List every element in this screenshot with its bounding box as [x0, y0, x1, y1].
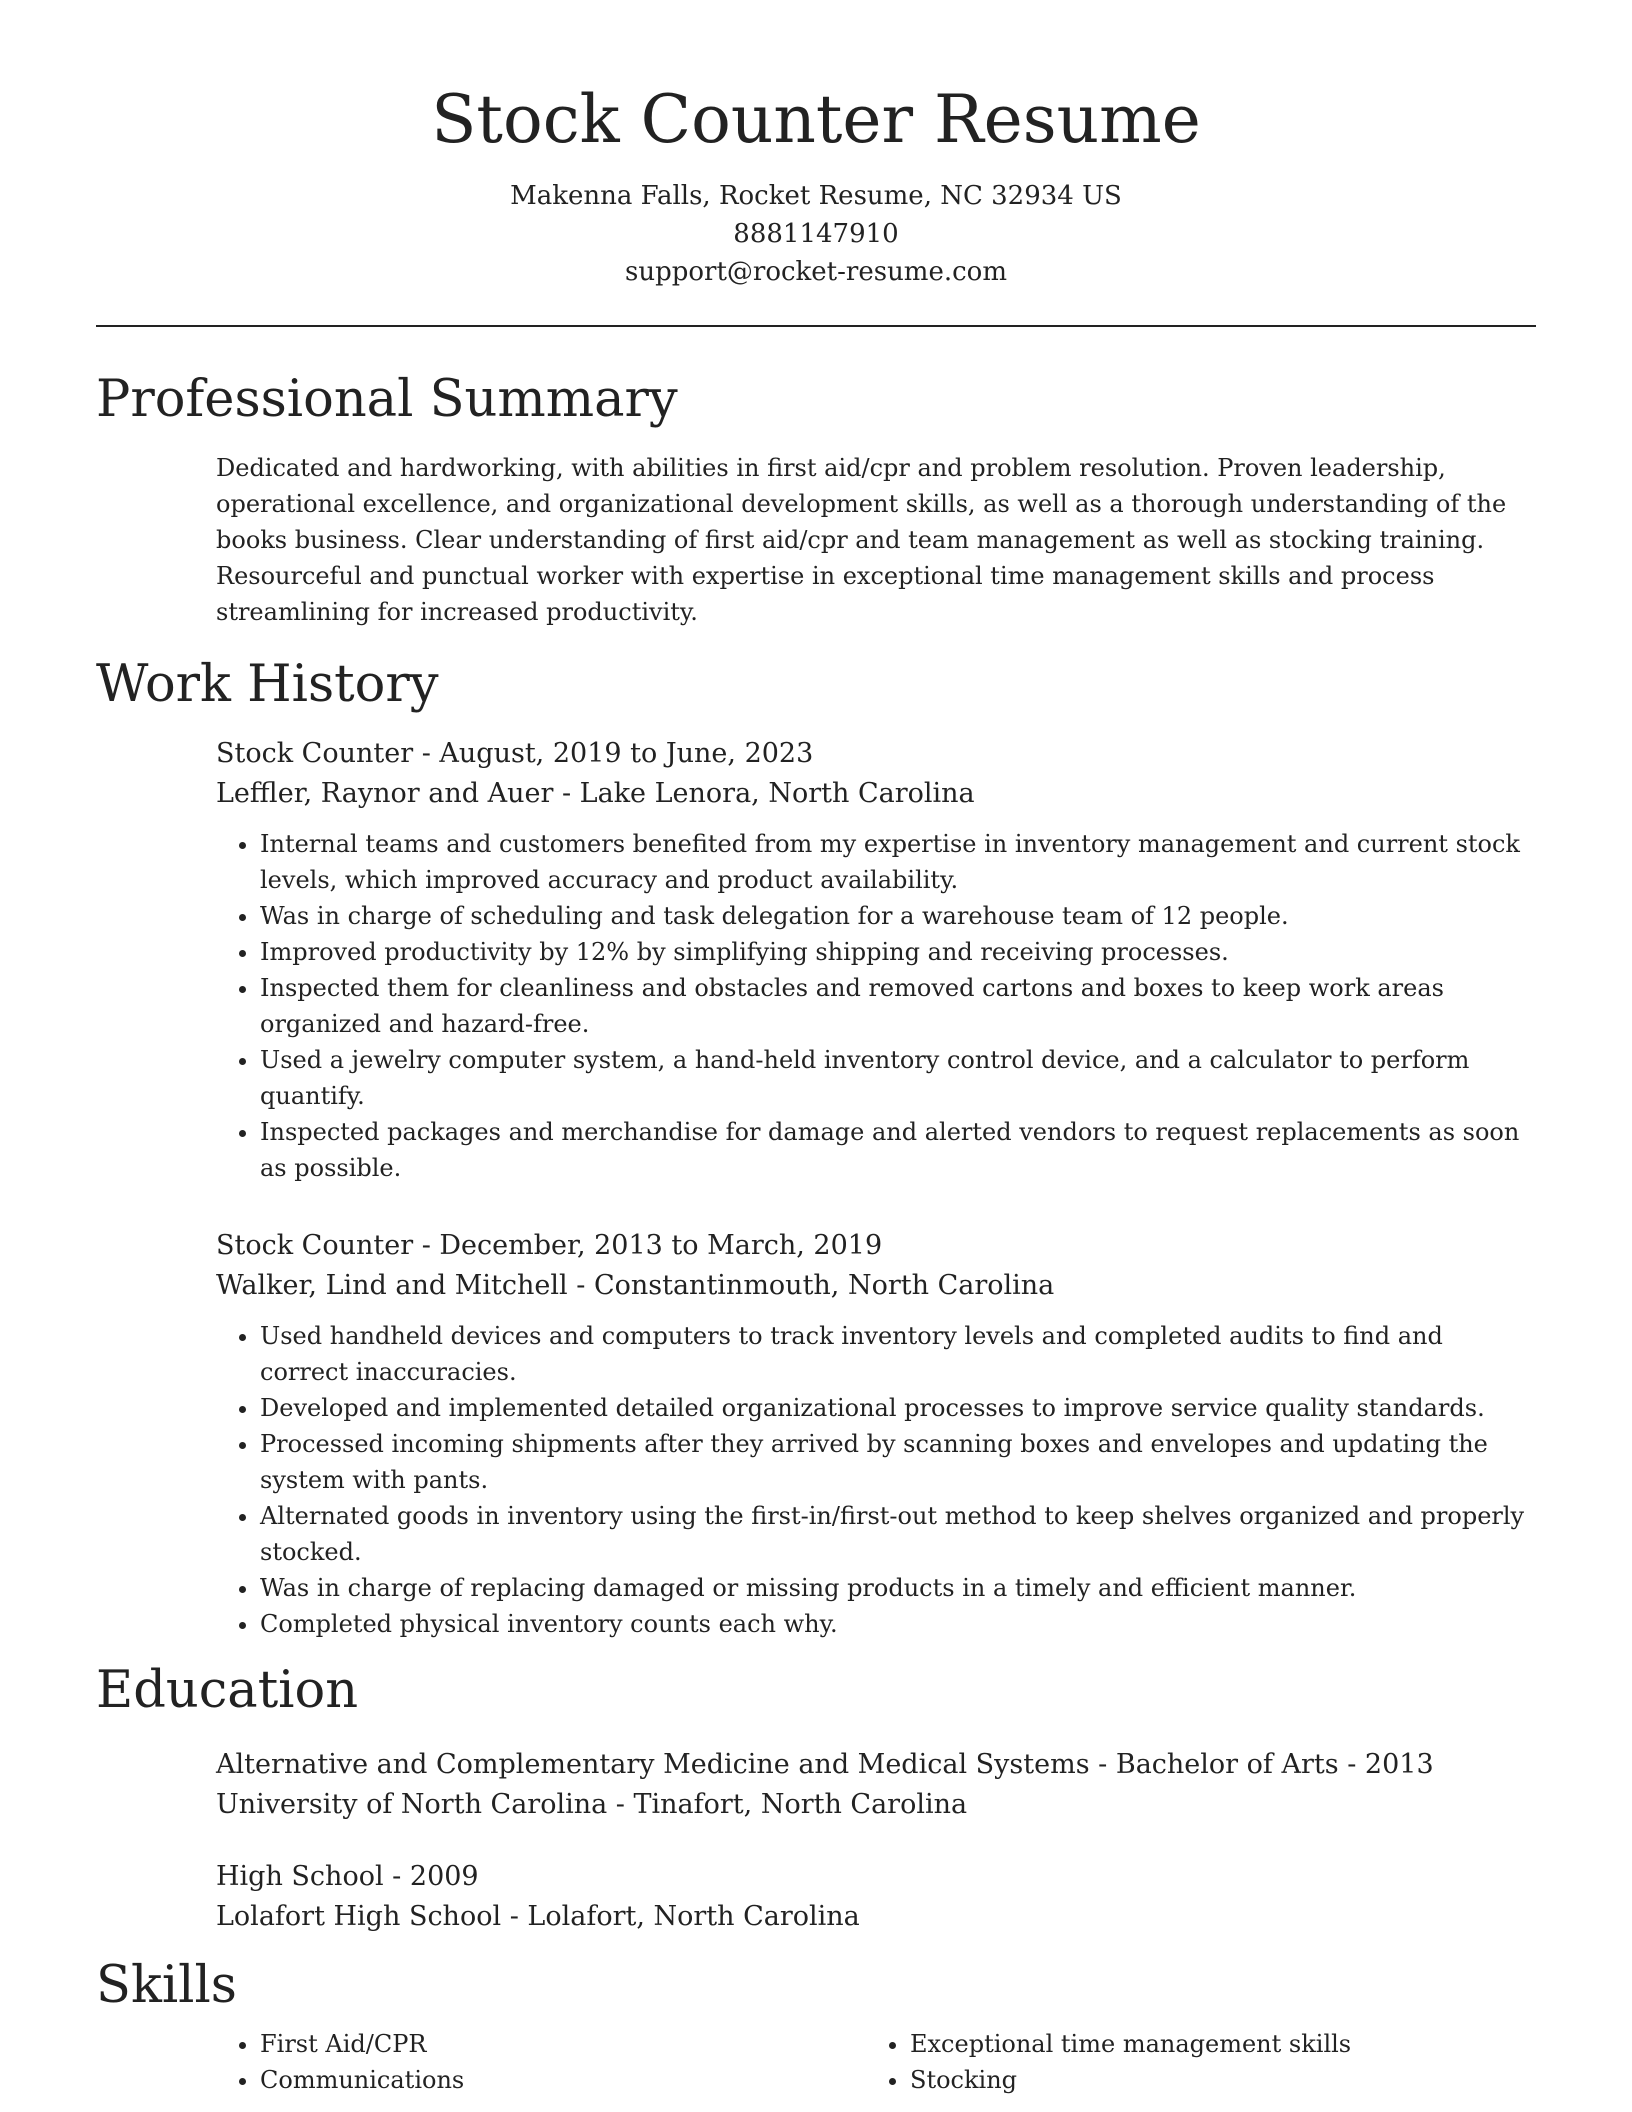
contact-address: Makenna Falls, Rocket Resume, NC 32934 US: [510, 181, 1122, 212]
list-item: • Alternated goods in inventory using the first-in/first-out method to keep shelves organized and properly stocked.: [260, 1498, 1536, 1570]
education-school: Lolafort High School: [216, 1900, 502, 1932]
separator: -: [413, 1229, 440, 1261]
education-year: 2009: [409, 1860, 479, 1892]
summary-heading: Professional Summary: [96, 370, 678, 430]
summary-section: [96, 369, 1536, 630]
education-school-line: [216, 1897, 1536, 1937]
job-company-line: [216, 1266, 1536, 1306]
separator: -: [553, 777, 580, 809]
education-heading: Education: [96, 1660, 359, 1720]
separator: -: [607, 1788, 634, 1820]
list-item: • Processed incoming shipments after they arrived by scanning boxes and envelopes and updating the system with pants.: [260, 1426, 1536, 1498]
list-item: • Inspected them for cleanliness and obstacles and removed cartons and boxes to keep work areas organized and hazard-free.: [260, 970, 1536, 1042]
job-company: Leffler, Raynor and Auer: [216, 777, 554, 809]
separator: -: [1089, 1748, 1116, 1780]
skills-section: [96, 1955, 1536, 2098]
job-title: Stock Counter: [216, 1229, 414, 1261]
list-item: • Was in charge of replacing damaged or missing products in a timely and efficient manner.: [260, 1570, 1536, 1606]
education-location: Tinafort, North Carolina: [633, 1788, 968, 1820]
skill-item: • Exceptional time management skills: [910, 2026, 1516, 2062]
job-title-line: [216, 734, 1536, 774]
header-divider: [96, 325, 1536, 327]
job-title: Stock Counter: [216, 737, 414, 769]
job-dates: December, 2013 to March, 2019: [439, 1229, 883, 1261]
resume-title: Stock Counter Resume: [431, 81, 1201, 158]
education-degree-line: [216, 1745, 1536, 1785]
job-title-line: [216, 1226, 1536, 1266]
job-company-line: [216, 774, 1536, 814]
job-company: Walker, Lind and Mitchell: [216, 1269, 568, 1301]
skills-heading: Skills: [96, 1955, 237, 2015]
summary-text: Dedicated and hardworking, with abilities in first aid/cpr and problem resolution. Proven leadership, operational excellence, and organizational development skills, as well as a thorough understanding of the books business. Clear understanding of first aid/cpr and team management as well as stocking training. Resourceful and punctual worker with expertise in exceptional time management skills and process streamlining for increased productivity.: [216, 454, 1507, 627]
job-location: Constantinmouth, North Carolina: [593, 1269, 1055, 1301]
skill-item: • Communications: [260, 2062, 866, 2098]
list-item: • Was in charge of scheduling and task delegation for a warehouse team of 12 people.: [260, 898, 1536, 934]
education-degree-line: [216, 1857, 1536, 1897]
education-entry: [216, 1745, 1536, 1825]
work-history-section: [96, 654, 1536, 1641]
skills-list: [866, 2026, 1516, 2098]
education-section: [96, 1660, 1536, 1937]
skills-column-right: [866, 2026, 1516, 2098]
list-item: • Developed and implemented detailed organizational processes to improve service quality standards.: [260, 1390, 1536, 1426]
separator: -: [413, 737, 440, 769]
job-dates: August, 2019 to June, 2023: [439, 737, 814, 769]
list-item: • Internal teams and customers benefited from my expertise in inventory management and current stock levels, which improved accuracy and product availability.: [260, 826, 1536, 898]
contact-phone: 8881147910: [733, 219, 899, 250]
list-item: • Used a jewelry computer system, a hand-held inventory control device, and a calculator to perform quantify.: [260, 1042, 1536, 1114]
education-year: 2013: [1364, 1748, 1434, 1780]
skill-item: • First Aid/CPR: [260, 2026, 866, 2062]
contact-email: support@rocket-resume.com: [624, 257, 1007, 288]
job-location: Lake Lenora, North Carolina: [579, 777, 975, 809]
separator: -: [1338, 1748, 1365, 1780]
work-history-heading: Work History: [96, 655, 439, 715]
list-item: • Improved productivity by 12% by simplifying shipping and receiving processes.: [260, 934, 1536, 970]
job-entry: [216, 734, 1536, 1186]
education-degree: Bachelor of Arts: [1115, 1748, 1339, 1780]
contact-block: [96, 177, 1536, 291]
education-field: High School: [216, 1860, 384, 1892]
job-bullets: [216, 826, 1536, 1186]
separator: -: [567, 1269, 594, 1301]
list-item: • Completed physical inventory counts each why.: [260, 1606, 1536, 1642]
job-entry: [216, 1226, 1536, 1642]
education-school-line: [216, 1785, 1536, 1825]
list-item: • Used handheld devices and computers to track inventory levels and completed audits to find and correct inaccuracies.: [260, 1318, 1536, 1390]
skills-column-left: [216, 2026, 866, 2098]
education-school: University of North Carolina: [216, 1788, 608, 1820]
job-bullets: [216, 1318, 1536, 1642]
skills-grid: [216, 2026, 1536, 2098]
education-entry: [216, 1857, 1536, 1937]
list-item: • Inspected packages and merchandise for damage and alerted vendors to request replacements as soon as possible.: [260, 1114, 1536, 1186]
education-location: Lolafort, North Carolina: [527, 1900, 860, 1932]
skill-item: • Stocking: [910, 2062, 1516, 2098]
education-field: Alternative and Complementary Medicine and Medical Systems: [216, 1748, 1090, 1780]
skills-list: [216, 2026, 866, 2098]
separator: -: [501, 1900, 528, 1932]
separator: -: [383, 1860, 410, 1892]
